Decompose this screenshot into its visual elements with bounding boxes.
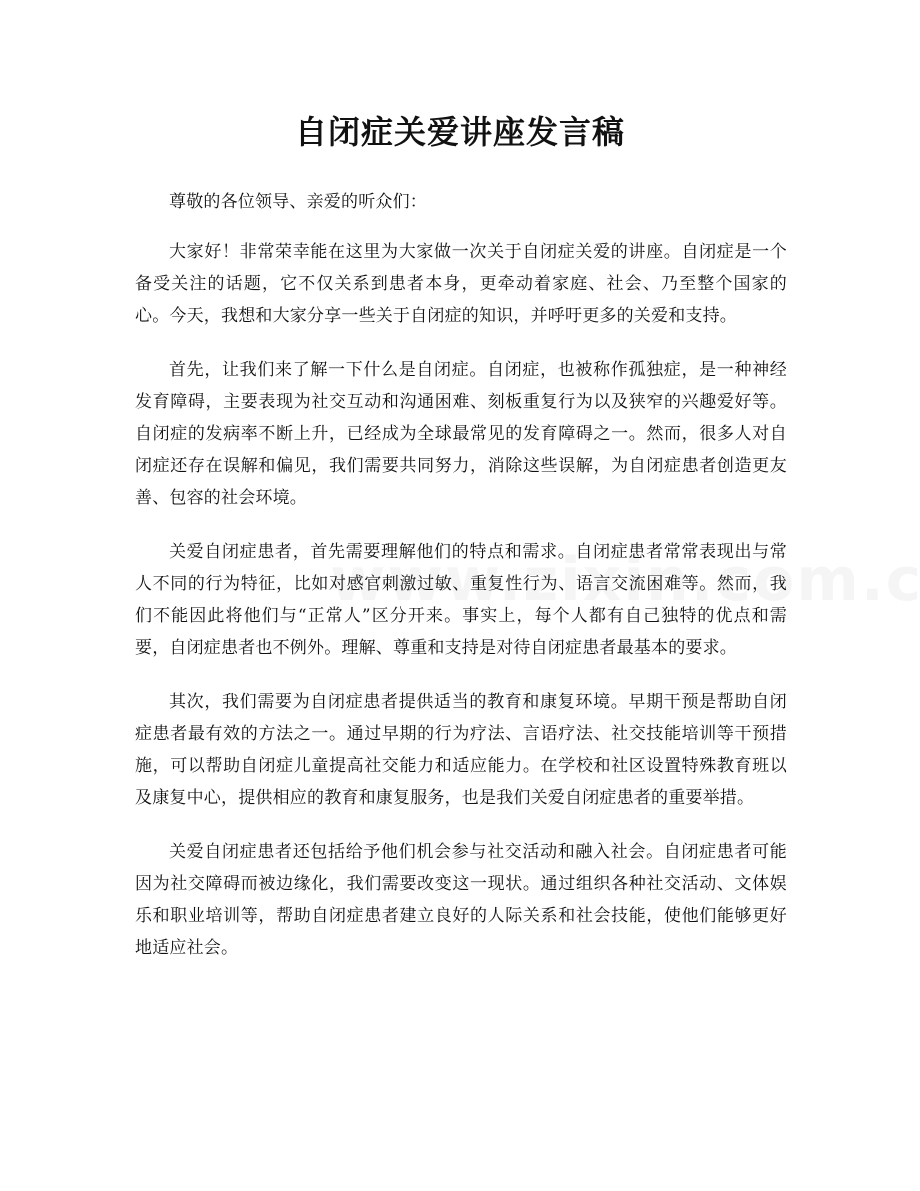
document-body [135,186,787,986]
document-title: 自闭症关爱讲座发言稿 [294,113,625,151]
paragraph-understanding: 关爱自闭症患者，首先需要理解他们的特点和需求。自闭症患者常常表现出与常人不同的行为特征，比如对感官刺激过敏、重复性行为、语言交流困难等。然而，我们不能因此将他们与“正常人”区分开来。事实上，每个人都有自己独特的优点和需要，自闭症患者也不例外。理解、尊重和支持是对待自闭症患者最基本的要求。 [135,542,787,658]
paragraph-social: 关爱自闭症患者还包括给予他们机会参与社交活动和融入社会。自闭症患者可能因为社交障碍而被边缘化，我们需要改变这一现状。通过组织各种社交活动、文体娱乐和职业培训等，帮助自闭症患者建立良好的人际关系和社会技能，使他们能够更好地适应社会。 [135,842,787,958]
paragraph-intro: 大家好！非常荣幸能在这里为大家做一次关于自闭症关爱的讲座。自闭症是一个备受关注的话题，它不仅关系到患者本身，更牵动着家庭、社会、乃至整个国家的心。今天，我想和大家分享一些关于自闭症的知识，并呼吁更多的关爱和支持。 [135,242,787,326]
paragraph-education: 其次，我们需要为自闭症患者提供适当的教育和康复环境。早期干预是帮助自闭症患者最有效的方法之一。通过早期的行为疗法、言语疗法、社交技能培训等干预措施，可以帮助自闭症儿童提高社交能力和适应能力。在学校和社区设置特殊教育班以及康复中心，提供相应的教育和康复服务，也是我们关爱自闭症患者的重要举措。 [135,692,787,808]
paragraph-greeting: 尊敬的各位领导、亲爱的听众们： [169,192,427,212]
paragraph-definition: 首先，让我们来了解一下什么是自闭症。自闭症，也被称作孤独症，是一种神经发育障碍，主要表现为社交互动和沟通困难、刻板重复行为以及狭窄的兴趣爱好等。自闭症的发病率不断上升，已经成为全球最常见的发育障碍之一。然而，很多人对自闭症还存在误解和偏见，我们需要共同努力，消除这些误解，为自闭症患者创造更友善、包容的社会环境。 [135,360,787,508]
